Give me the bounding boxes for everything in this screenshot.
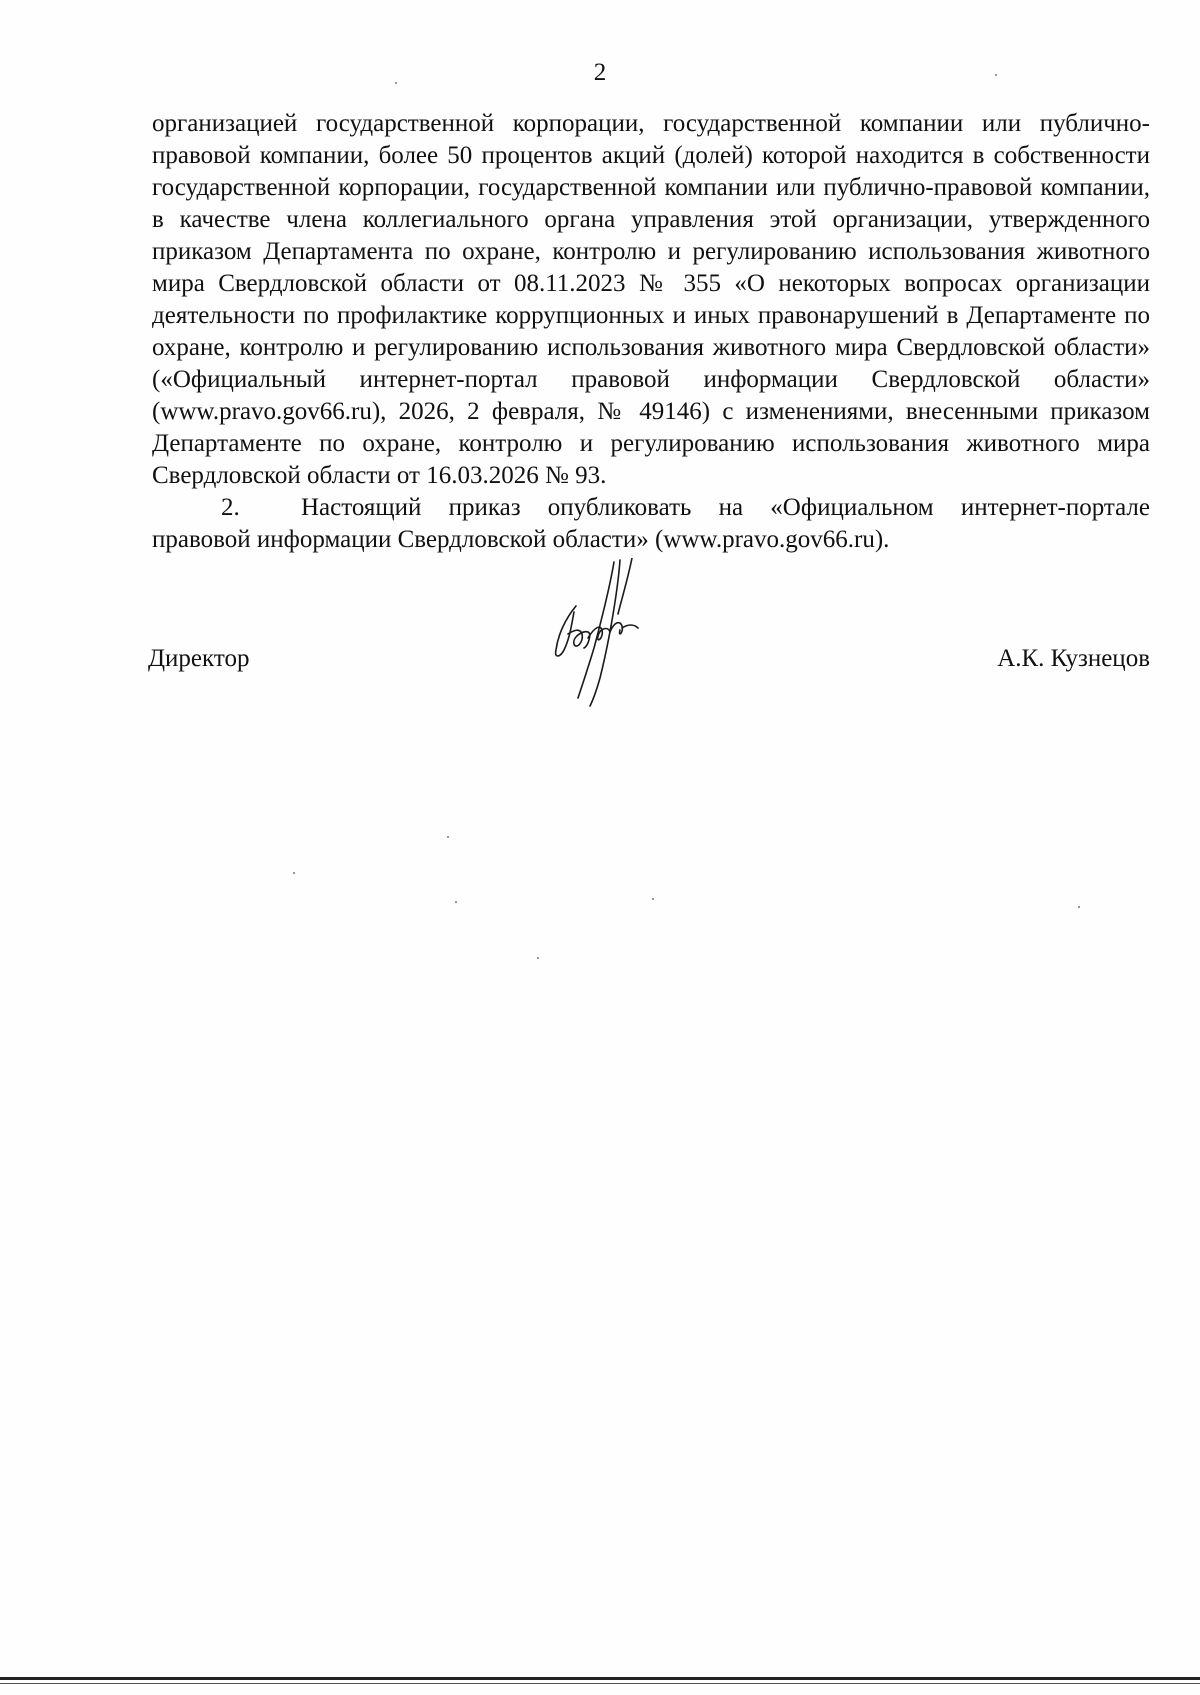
scan-speck [395,82,397,84]
signatory-name: А.К. Кузнецов [997,645,1150,672]
page-bottom-rule-thin [0,1683,1200,1684]
handwritten-signature [548,558,658,708]
document-body [152,108,1150,556]
list-item-2 [152,492,1150,556]
scan-speck [1078,906,1080,908]
item-number: 2. [221,494,240,521]
paragraph-continuation: организацией государственной корпорации, государственной компании или публично-правовой компании, более 50 процентов акций (долей) которой находится в собственности государственной корпорации, государственной компании или публично-правовой компании, в качестве члена коллегиального органа управления этой организации, утвержденного приказом Департамента по охране, контролю и регулированию использования животного мира Свердловской области от 08.11.2023 № 355 «О некоторых вопросах организации деятельности по профилактике коррупционных и иных правонарушений в Департаменте по охране, контролю и регулированию использования животного мира Свердловской области» («Официальный интернет-портал правовой информации Свердловской области» (www.pravo.gov66.ru), 2026, 2 февраля, № 49146) с изменениями, внесенными приказом Департаменте по охране, контролю и регулированию использования животного мира Свердловской области от 16.03.2026 № 93. [152,110,1150,489]
signature-row [148,643,1150,683]
scan-speck [293,872,295,874]
page-number: 2 [593,59,607,86]
scan-speck [995,74,997,76]
item-text: Настоящий приказ опубликовать на «Официальном интернет-портале правовой информации Свердловской области» (www.pravo.gov66.ru). [152,494,1150,553]
page-bottom-rule [0,1677,1200,1680]
scan-speck [537,957,539,959]
scan-speck [447,836,449,838]
scan-speck [455,901,457,903]
scan-speck [652,898,654,900]
signatory-title: Директор [148,645,250,672]
